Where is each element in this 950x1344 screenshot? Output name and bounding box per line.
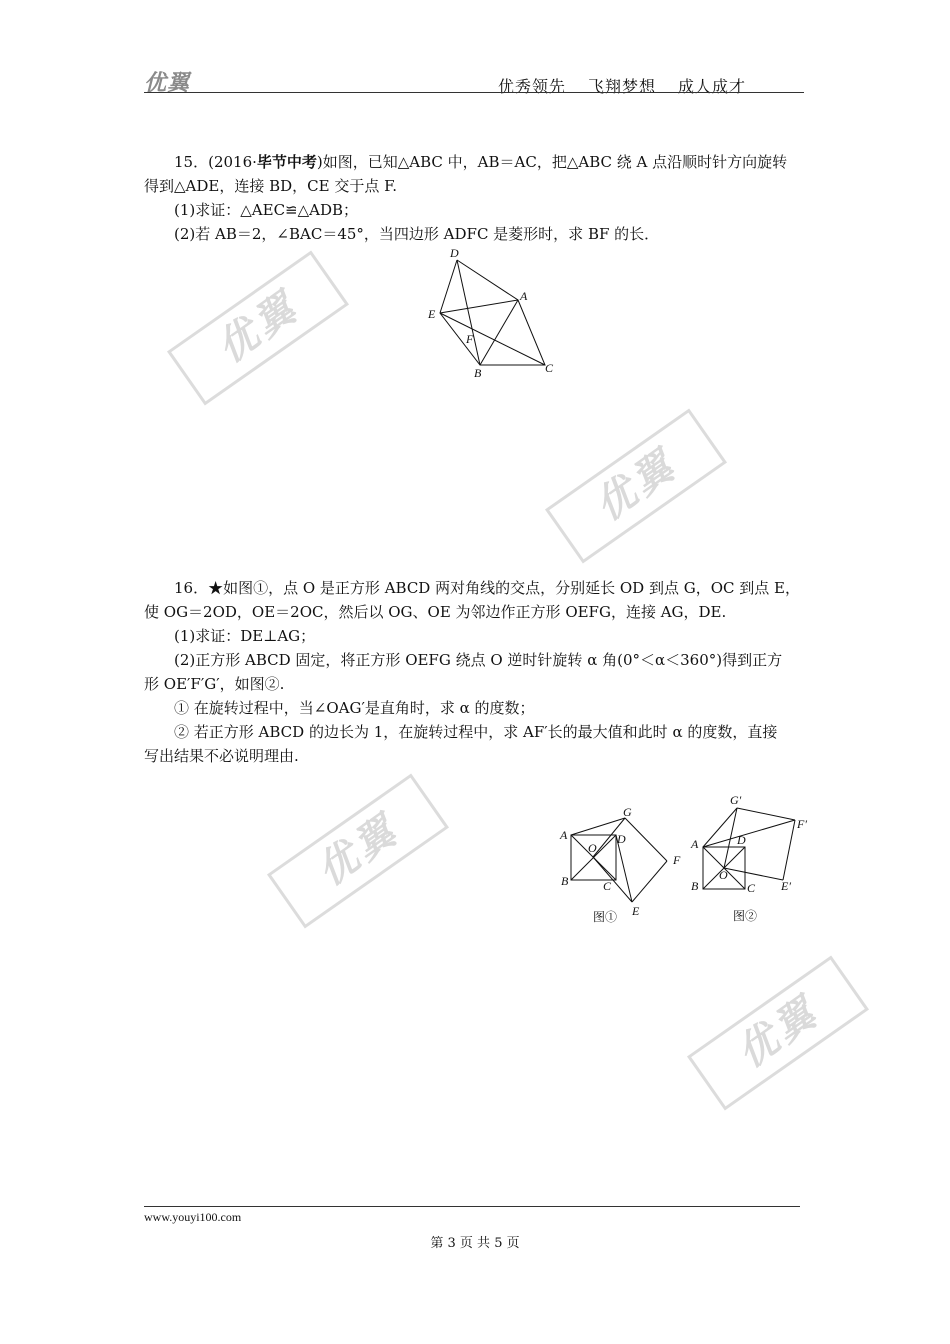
fig1-label-F: F [673, 853, 681, 867]
q16-part-2: (2)正方形 ABCD 固定，将正方形 OEFG 绕点 O 逆时针旋转 α 角(0°＜α＜360°)得到正方 [174, 651, 783, 669]
footer-website: www.youyi100.com [144, 1210, 242, 1224]
fig1-label-O: O [588, 841, 597, 855]
q15-line-1 [144, 150, 808, 174]
q16-line-5: 形 OE′F′G′，如图②. [144, 675, 285, 693]
q16-figure-2 [685, 792, 815, 930]
fig2-label-C: C [747, 881, 756, 895]
label-B: B [474, 366, 482, 380]
fig2-label-O: O [719, 868, 728, 882]
footer-rule [144, 1206, 800, 1207]
q15-part-1: (1)求证：△AEC≌△ADB； [174, 201, 359, 219]
q15-source: 毕节中考 [256, 153, 317, 171]
fig2-caption: 图② [733, 909, 758, 923]
motto-1: 优秀领先 [498, 77, 567, 96]
q15-figure [420, 245, 565, 380]
q15-text: )如图，已知△ABC 中，AB＝AC，把△ABC 绕 A 点沿顺时针方向旋转 [316, 153, 788, 171]
watermark: 优翼 [687, 955, 869, 1110]
header-rule [144, 92, 804, 93]
fig1-label-A: A [560, 828, 568, 842]
q16-figure-1 [555, 805, 690, 930]
label-F: F [466, 332, 474, 346]
question-16 [144, 576, 808, 768]
fig2-label-G-prime: G′ [730, 793, 742, 807]
page-number: 第 3 页 共 5 页 [430, 1236, 520, 1251]
brand-logo: 优翼 [144, 71, 191, 96]
fig1-label-G: G [623, 805, 632, 819]
fig2-label-B: B [691, 879, 699, 893]
line-EA [440, 300, 518, 313]
q15-number: 15．(2016· [174, 153, 257, 171]
watermark: 优翼 [267, 773, 449, 928]
q15-line-2: 得到△ADE，连接 BD，CE 交于点 F. [144, 177, 397, 195]
label-D: D [450, 246, 459, 260]
watermark: 优翼 [167, 250, 349, 405]
header-motto [498, 74, 768, 97]
fig1-label-C: C [603, 879, 612, 893]
line-AB [480, 300, 518, 365]
fig2-label-E-prime: E′ [781, 879, 791, 893]
question-15 [144, 150, 808, 246]
label-C: C [545, 361, 554, 375]
label-A: A [520, 289, 528, 303]
q16-part-2-2: ② 若正方形 ABCD 的边长为 1，在旋转过程中，求 AF′长的最大值和此时 α 的度数，直接 [174, 723, 778, 741]
q16-part-2-1: ① 在旋转过程中，当∠OAG′是直角时，求 α 的度数； [174, 699, 535, 717]
fig2-label-D: D [737, 833, 746, 847]
q16-line-8: 写出结果不必说明理由. [144, 747, 299, 765]
motto-3: 成人成才 [678, 77, 747, 96]
q16-part-1: (1)求证：DE⊥AG； [174, 627, 316, 645]
fig1-label-D: D [617, 832, 626, 846]
fig2-label-A: A [691, 837, 699, 851]
q16-line-1: 16．★如图①，点 O 是正方形 ABCD 两对角线的交点，分别延长 OD 到点 G，OC 到点 E， [174, 579, 800, 597]
watermark: 优翼 [545, 408, 727, 563]
fig1-label-B: B [561, 874, 569, 888]
q15-part-2: (2)若 AB＝2，∠BAC＝45°，当四边形 ADFC 是菱形时，求 BF 的长． [174, 225, 660, 243]
fig1-caption: 图① [593, 910, 618, 924]
motto-2: 飞翔梦想 [588, 77, 657, 96]
q16-line-2: 使 OG＝2OD，OE＝2OC，然后以 OG、OE 为邻边作正方形 OEFG，连接 AG，DE. [144, 603, 727, 621]
fig2-label-F-prime: F′ [797, 817, 807, 831]
line-EC [440, 313, 545, 365]
fig1-label-E: E [632, 904, 640, 918]
label-E: E [428, 307, 436, 321]
